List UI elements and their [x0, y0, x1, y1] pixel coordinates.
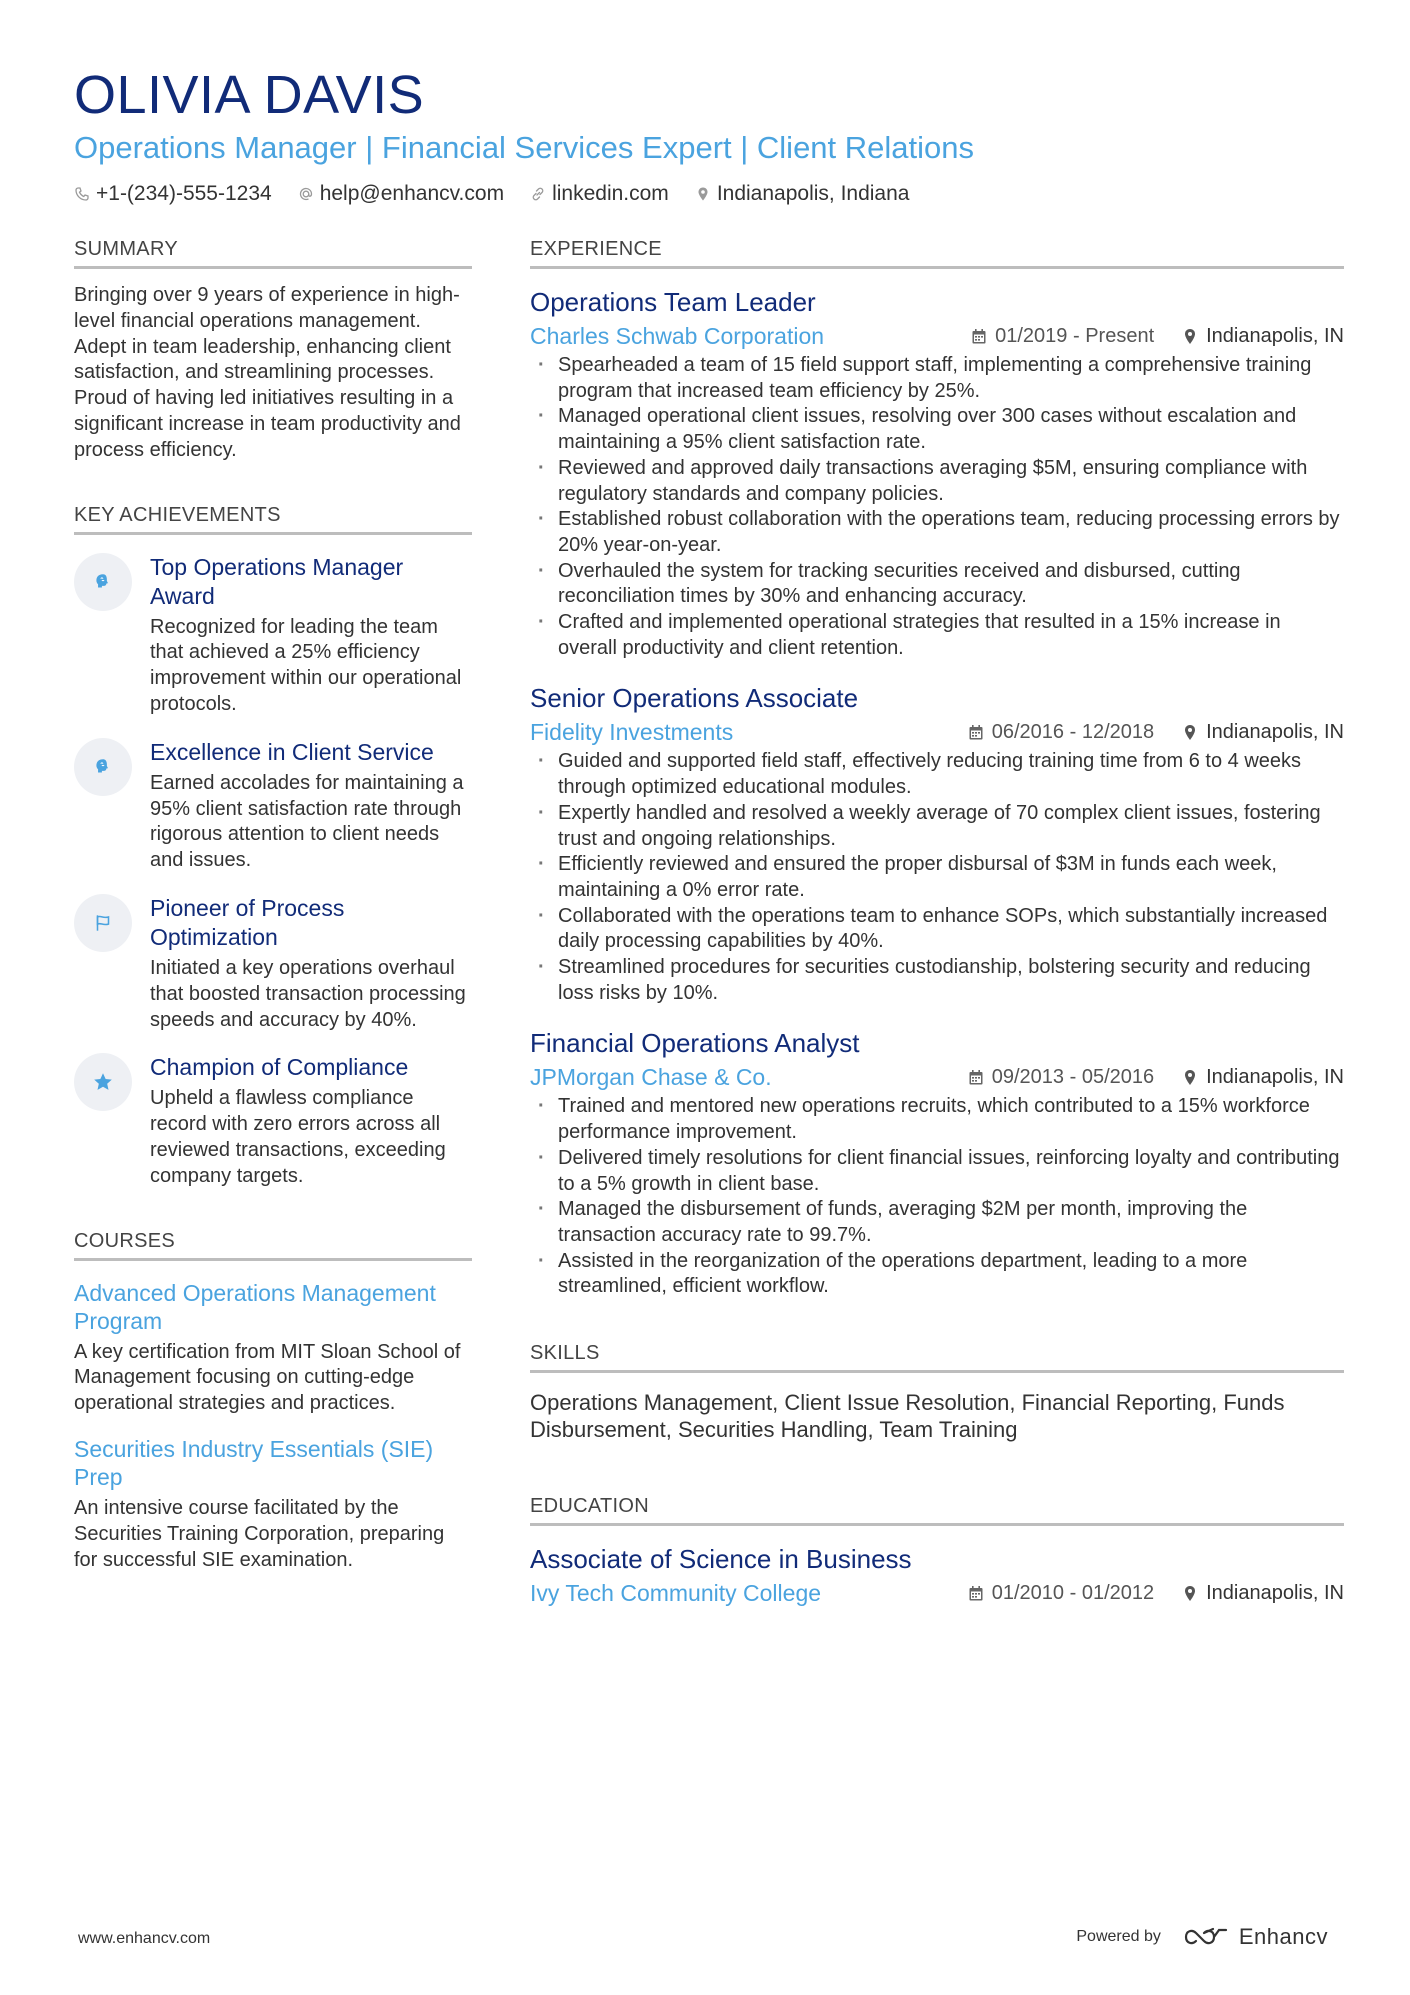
section-title-skills: SKILLS [530, 1340, 1344, 1373]
contact-location [695, 182, 910, 206]
candidate-headline: Operations Manager | Financial Services Expert | Client Relations [74, 130, 975, 165]
job-title: Senior Operations Associate [530, 683, 859, 714]
skills-text: Operations Management, Client Issue Resolution, Financial Reporting, Funds Disbursement, Securities Handling, Team Training [530, 1390, 1285, 1443]
brain-icon [74, 553, 132, 611]
powered-by-text: Powered by [1076, 1928, 1161, 1945]
job-bullet: · Trained and mentored new operations recruits, which contributed to a 15% workforce performance improvement. [530, 1094, 1344, 1145]
contact-phone[interactable] [74, 182, 272, 206]
location-pin-icon [1182, 328, 1198, 345]
achievement-desc: Earned accolades for maintaining a 95% client satisfaction rate through rigorous attention to client needs and issues. [150, 771, 464, 872]
link-icon [530, 186, 546, 202]
phone-text: +1-(234)-555-1234 [96, 182, 272, 205]
contact-row [74, 182, 1344, 206]
at-icon [298, 186, 314, 202]
section-title-courses: COURSES [74, 1228, 472, 1261]
course-desc: An intensive course facilitated by the Securities Training Corporation, preparing for successful SIE examination. [74, 1496, 445, 1571]
achievement-item [74, 738, 472, 874]
job-location-text: Indianapolis, IN [1206, 324, 1344, 347]
education-location-text: Indianapolis, IN [1206, 1581, 1344, 1604]
section-title-education: EDUCATION [530, 1493, 1344, 1526]
degree-title: Associate of Science in Business [530, 1544, 912, 1575]
company-name: Charles Schwab Corporation [530, 323, 825, 349]
section-title-summary: SUMMARY [74, 236, 472, 269]
job-bullet: · Managed the disbursement of funds, averaging $2M per month, improving the transaction accuracy rate to 99.7%. [530, 1197, 1344, 1248]
job-dates [968, 721, 1154, 744]
job-bullet: · Assisted in the reorganization of the operations department, leading to a more streamlined, efficient workflow. [530, 1249, 1344, 1300]
job-location [1182, 325, 1344, 348]
course-item [74, 1279, 472, 1417]
job-location-text: Indianapolis, IN [1206, 720, 1344, 743]
resume-header [74, 62, 1344, 206]
calendar-icon [971, 328, 987, 345]
courses-section [74, 1228, 472, 1574]
job-entry [530, 681, 1344, 1006]
section-title-experience: EXPERIENCE [530, 236, 1344, 269]
calendar-icon [968, 1069, 984, 1086]
email-text: help@enhancv.com [319, 182, 505, 205]
candidate-name: OLIVIA DAVIS [74, 65, 425, 125]
course-item [74, 1435, 472, 1573]
job-location-text: Indianapolis, IN [1206, 1065, 1344, 1088]
location-pin-icon [1182, 1585, 1198, 1602]
enhancv-logo[interactable] [1183, 1924, 1328, 1950]
job-bullet: · Overhauled the system for tracking securities received and disbursed, cutting reconciliation times by 30% and enhancing accuracy. [530, 559, 1344, 610]
job-dates-text: 09/2013 - 05/2016 [991, 1065, 1155, 1088]
achievement-desc: Upheld a flawless compliance record with zero errors across all reviewed transactions, exceeding company targets. [150, 1087, 446, 1187]
job-bullet: · Established robust collaboration with the operations team, reducing processing errors by 20% year-on-year. [530, 507, 1344, 558]
brand-name: Enhancv [1238, 1924, 1328, 1949]
job-bullets [530, 1094, 1344, 1300]
job-bullet: · Guided and supported field staff, effectively reducing training time from 6 to 4 weeks through optimized educational modules. [530, 749, 1344, 800]
footer-website[interactable]: www.enhancv.com [78, 1930, 211, 1947]
calendar-icon [968, 724, 984, 741]
footer-branding [1076, 1924, 1328, 1950]
job-title: Financial Operations Analyst [530, 1028, 860, 1059]
job-dates-text: 06/2016 - 12/2018 [991, 720, 1155, 743]
job-bullet: · Efficiently reviewed and ensured the proper disbursal of $3M in funds each week, maintaining a 0% error rate. [530, 852, 1344, 903]
flag-icon [74, 894, 132, 952]
location-pin-icon [695, 186, 711, 202]
job-dates-text: 01/2019 - Present [995, 324, 1155, 347]
job-bullet: · Delivered timely resolutions for client financial issues, reinforcing loyalty and contributing to a 5% growth in client base. [530, 1146, 1344, 1197]
achievement-desc: Recognized for leading the team that achieved a 25% efficiency improvement within our operational protocols. [150, 615, 462, 715]
achievement-desc: Initiated a key operations overhaul that boosted transaction processing speeds and accuracy by 40%. [150, 956, 466, 1031]
linkedin-text: linkedin.com [552, 182, 669, 205]
location-text: Indianapolis, Indiana [716, 182, 910, 205]
achievement-title: Top Operations Manager Award [150, 553, 404, 609]
job-bullet: · Spearheaded a team of 15 field support staff, implementing a comprehensive training program that increased team efficiency by 25%. [530, 353, 1344, 404]
job-dates [968, 1066, 1154, 1089]
achievement-title: Pioneer of Process Optimization [150, 894, 345, 950]
education-dates [968, 1582, 1154, 1605]
job-bullet: · Expertly handled and resolved a weekly average of 70 complex client issues, fostering trust and ongoing relationships. [530, 801, 1344, 852]
contact-email[interactable] [298, 182, 504, 206]
education-location [1182, 1582, 1344, 1605]
summary-section [74, 236, 472, 464]
job-entry [530, 285, 1344, 661]
calendar-icon [968, 1585, 984, 1602]
course-desc: A key certification from MIT Sloan School of Management focusing on cutting-edge operational strategies and practices. [74, 1340, 461, 1415]
job-dates [971, 325, 1154, 348]
job-location [1182, 721, 1344, 744]
left-column [74, 236, 472, 1573]
star-icon [74, 1053, 132, 1111]
achievements-section [74, 502, 472, 1190]
job-bullets [530, 353, 1344, 661]
job-bullet: · Collaborated with the operations team to enhance SOPs, which substantially increased daily processing capabilities by 40%. [530, 904, 1344, 955]
job-title: Operations Team Leader [530, 287, 816, 317]
summary-text: Bringing over 9 years of experience in high-level financial operations management. Adept in team leadership, enhancing client satisfaction, and streamlining processes. Proud of having led initiatives resulting in a significant increase in team productivity and process efficiency. [74, 284, 461, 461]
company-name: JPMorgan Chase & Co. [530, 1064, 772, 1091]
education-section [530, 1493, 1344, 1608]
job-bullet: · Streamlined procedures for securities custodianship, bolstering security and reducing loss risks by 10%. [530, 955, 1344, 1006]
phone-icon [74, 186, 90, 202]
brain-icon [74, 738, 132, 796]
achievement-item [74, 553, 472, 718]
school-name: Ivy Tech Community College [530, 1580, 822, 1607]
education-dates-text: 01/2010 - 01/2012 [991, 1581, 1155, 1604]
contact-linkedin[interactable] [530, 182, 669, 206]
section-title-achievements: KEY ACHIEVEMENTS [74, 502, 472, 535]
job-bullets [530, 749, 1344, 1006]
location-pin-icon [1182, 724, 1198, 741]
job-entry [530, 1026, 1344, 1300]
achievement-title: Champion of Compliance [150, 1054, 409, 1081]
skills-section [530, 1340, 1344, 1443]
job-location [1182, 1066, 1344, 1089]
achievement-item [74, 894, 472, 1033]
job-bullet: · Managed operational client issues, resolving over 300 cases without escalation and maintaining a 95% client satisfaction rate. [530, 404, 1344, 455]
right-column [530, 236, 1344, 1608]
location-pin-icon [1182, 1069, 1198, 1086]
job-bullet: · Reviewed and approved daily transactions averaging $5M, ensuring compliance with regulatory standards and company policies. [530, 456, 1344, 507]
course-title: Advanced Operations Management Program [74, 1279, 436, 1335]
enhancv-logo-icon [1183, 1926, 1229, 1948]
company-name: Fidelity Investments [530, 719, 734, 746]
achievement-title: Excellence in Client Service [150, 738, 434, 765]
job-bullet: · Crafted and implemented operational strategies that resulted in a 15% increase in overall productivity and client retention. [530, 610, 1344, 661]
achievement-item [74, 1053, 472, 1189]
course-title: Securities Industry Essentials (SIE) Prep [74, 1435, 434, 1491]
experience-section [530, 236, 1344, 1300]
